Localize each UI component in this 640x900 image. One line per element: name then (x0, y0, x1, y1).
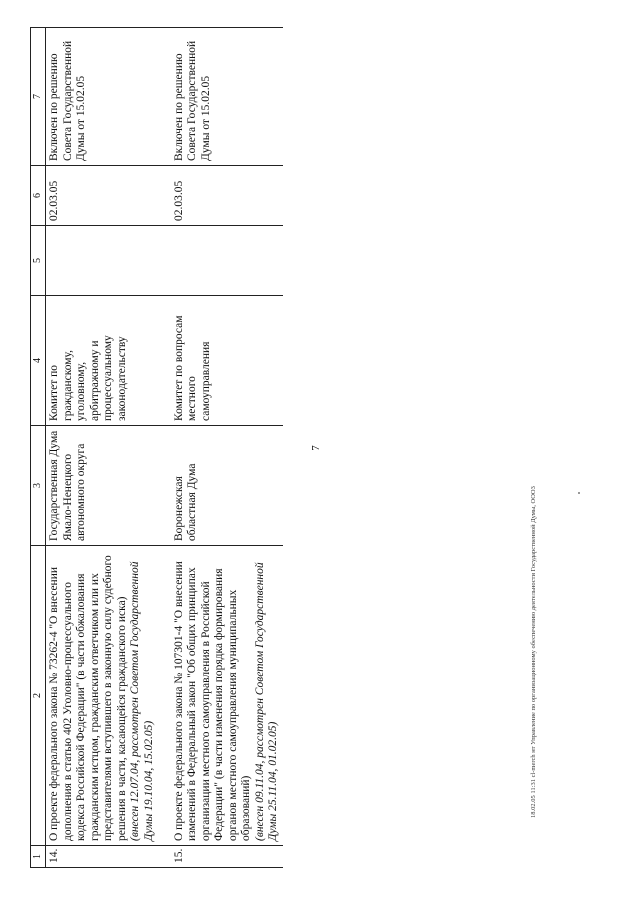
column-header: 2 (31, 546, 46, 846)
column-header: 7 (31, 28, 46, 166)
committee: Комитет по гражданскому, уголовному, арбитражному и процессуальному законодательству (46, 296, 159, 426)
bill-title: О проекте федерального закона № 107301-4 "О внесении изменений в Федеральный закон "Об общих принципах организации местного самоуправления в Российской Федерации" (в части изменения порядка формирования органов местного самоуправления муниципальных образований) (172, 561, 253, 841)
date-cell: 02.03.05 (46, 166, 159, 226)
column-number-row (31, 28, 46, 868)
table-row (46, 28, 159, 868)
column-5-cell (171, 226, 284, 296)
status-cell: Включен по решению Совета Государственной Думы от 15.02.05 (171, 28, 284, 166)
column-header: 5 (31, 226, 46, 296)
spacer-row (159, 28, 171, 868)
bill-note: (внесен 09.11.04, рассмотрен Советом Государственной Думы 25.11.04, 01.02.05) (253, 562, 280, 841)
bill-title: О проекте федерального закона № 73262-4 "О внесении дополнения в статью 402 Уголовно-процессуального кодекса Российской Федерации" (в части обжалования гражданским истцом, гражданским ответчиком или их представителями вступившего в законную силу судебного решения в части, касающейся гражданского иска) (48, 555, 128, 841)
scan-speck (578, 492, 580, 494)
bill-note: (внесен 12.07.04, рассмотрен Советом Государственной Думы 19.10.04, 15.02.05) (129, 561, 155, 841)
initiator: Воронежская областная Дума (171, 426, 284, 546)
committee: Комитет по вопросам местного самоуправления (171, 296, 284, 426)
row-number: 15. (171, 846, 284, 868)
agenda-table (30, 27, 283, 868)
table-row (171, 28, 284, 868)
column-5-cell (46, 226, 159, 296)
column-header: 4 (31, 296, 46, 426)
bill-description (171, 546, 284, 846)
bill-description (46, 546, 159, 846)
column-header: 3 (31, 426, 46, 546)
column-header: 6 (31, 166, 46, 226)
date-cell: 02.03.05 (171, 166, 284, 226)
footer-text: 18.02.05 11:31 сl-merch нт Управление по организационному обеспечению деятельности Государственной Думы, ООО3 (530, 486, 537, 818)
initiator: Государственная Дума Ямало-Ненецкого автономного округа (46, 426, 159, 546)
row-number: 14. (46, 846, 159, 868)
page-number: 7 (309, 445, 322, 451)
column-header: 1 (31, 846, 46, 868)
status-cell: Включен по решению Совета Государственной Думы от 15.02.05 (46, 28, 159, 166)
